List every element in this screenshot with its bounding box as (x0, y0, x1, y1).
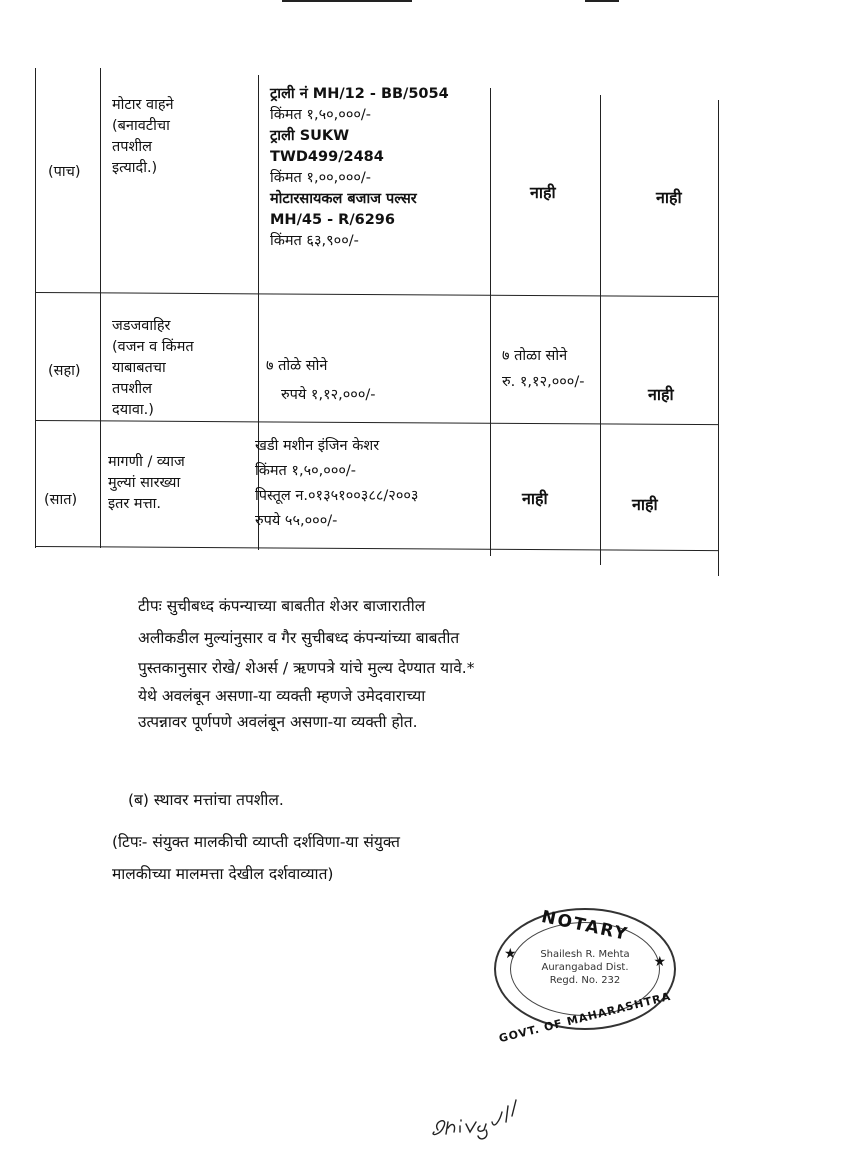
value-line: खडी मशीन इंजिन केशर (255, 438, 380, 454)
description-line: मोटार वाहने (112, 97, 174, 113)
description-line: याबाबतचा (112, 360, 166, 376)
stamp-district: Aurangabad Dist. (541, 962, 629, 973)
spouse-cell (502, 346, 600, 393)
value-line: किंमत १,५०,०००/- (255, 463, 357, 479)
spouse-cell: नाही (530, 183, 556, 202)
table-border (35, 68, 36, 548)
description-line: मागणी / व्याज (108, 454, 185, 470)
description-line: इत्यादी.) (112, 160, 158, 176)
stamp-footer: GOVT. OF MAHARASHTRA (497, 989, 673, 1046)
dependent-cell: नाही (648, 385, 674, 404)
value-line: मोटारसायकल बजाज पल्सर (270, 191, 417, 207)
star-icon: ★ (653, 954, 666, 970)
table-border (100, 68, 101, 548)
description-line: (बनावटीचा (112, 118, 170, 134)
description-cell (108, 452, 250, 515)
stamp-name: Shailesh R. Mehta (540, 949, 630, 960)
description-cell (112, 95, 254, 179)
stamp-title: NOTARY (539, 907, 631, 945)
description-line: दयावा.) (112, 402, 154, 418)
description-line: मुल्यां सारख्या (108, 475, 181, 491)
value-line: रु. १,१२,०००/- (502, 374, 585, 390)
serial-cell: (पाच) (48, 164, 81, 180)
note-line: अलीकडील मुल्यांनुसार व गैर सुचीबध्द कंपन्यांच्या बाबतीत (138, 629, 460, 647)
dependent-cell: नाही (632, 495, 658, 514)
dependent-cell: नाही (656, 188, 682, 207)
description-line: तपशील (112, 381, 152, 397)
tip-line: (टिपः- संयुक्त मालकीची व्याप्ती दर्शविणा-या संयुक्त (112, 833, 400, 851)
table-border (718, 100, 719, 576)
value-line: MH/45 - R/6296 (270, 212, 395, 228)
value-line: ७ तोळे सोने (266, 358, 328, 374)
spouse-cell: नाही (522, 489, 548, 508)
tip-line: मालकीच्या मालमत्ता देखील दर्शवाव्यात) (112, 865, 334, 883)
note-line: टीपः सुचीबध्द कंपन्याच्या बाबतीत शेअर बाजारातील (138, 597, 426, 615)
value-line: किंमत १,५०,०००/- (270, 107, 372, 123)
note-line: उत्पन्नावर पूर्णपणे अवलंबून असणा-या व्यक्ती होत. (138, 713, 418, 731)
note-line: पुस्तकानुसार रोखे/ शेअर्स / ऋणपत्रे यांचे मुल्य देण्यात यावे.* (138, 659, 475, 677)
value-line: रुपये १,१२,०००/- (281, 387, 376, 403)
value-line: ट्राली SUKW (270, 128, 350, 144)
description-cell (112, 316, 254, 421)
table-border (36, 546, 718, 551)
table-border (600, 95, 601, 565)
top-rule-right (585, 0, 619, 2)
signature-icon (430, 1092, 540, 1142)
star-icon: ★ (504, 946, 517, 962)
description-line: (वजन व किंमत (112, 339, 194, 355)
table-border (36, 292, 718, 297)
serial-cell: (सात) (44, 492, 78, 508)
value-line: किंमत १,००,०००/- (270, 170, 372, 186)
stamp-details (496, 948, 674, 987)
value-line: रुपये ५५,०००/- (255, 513, 338, 529)
top-rule-left (282, 0, 412, 2)
note-line: येथे अवलंबून असणा-या व्यक्ती म्हणजे उमेदवाराच्या (138, 687, 426, 705)
notary-stamp (494, 907, 676, 1046)
self-cell (270, 84, 485, 252)
value-line: पिस्तूल न.०१३५१००३८८/२००३ (255, 488, 419, 504)
description-line: तपशील (112, 139, 152, 155)
value-line: ट्राली नं MH/12 - BB/5054 (270, 86, 449, 102)
stamp-regd: Regd. No. 232 (549, 975, 621, 986)
self-cell (255, 436, 485, 532)
table-border (490, 88, 491, 556)
description-line: इतर मत्ता. (108, 496, 161, 512)
value-line: TWD499/2484 (270, 149, 384, 165)
self-cell (266, 356, 481, 406)
value-line: ७ तोळा सोने (502, 348, 568, 364)
section-heading: (ब) स्थावर मत्तांचा तपशील. (128, 791, 284, 809)
value-line: किंमत ६३,९००/- (270, 233, 359, 249)
serial-cell: (सहा) (48, 363, 81, 379)
description-line: जडजवाहिर (112, 318, 171, 334)
